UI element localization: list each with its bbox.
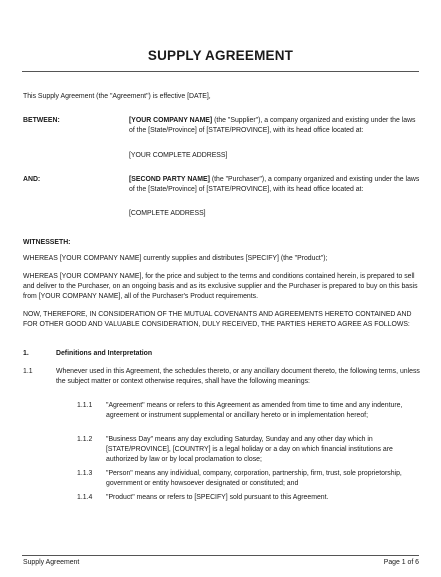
document-title: SUPPLY AGREEMENT: [147, 48, 294, 63]
footer-document-name: Supply Agreement: [23, 559, 80, 566]
supplier-description: (the "Supplier"), a company organized and existing under the laws of the [State/Province] of [STATE/PROVINCE], with its head office located at:: [129, 117, 416, 135]
purchaser-name: [SECOND PARTY NAME]: [129, 176, 210, 183]
clause-1-1-2-text: "Business Day" means any day excluding Saturday, Sunday and any other day which in [STATE/PROVINCE], [COUNTRY] is a legal holiday or a day on which financial institutions are authorized by law or by local proclamation to close;: [106, 436, 393, 464]
title-divider: [22, 71, 419, 72]
clause-1-1-3-text: "Person" means any individual, company, corporation, partnership, firm, trust, sole proprietorship, government or entity howsoever designated or constituted; and: [106, 470, 402, 488]
supplier-name: [YOUR COMPANY NAME]: [129, 117, 213, 124]
clause-1-1-3-number: 1.1.3: [77, 470, 93, 477]
clause-1-1-1-text: "Agreement" means or refers to this Agreement as amended from time to time and any indenture, agreement or instrument supplemental or ancillary hereto or in implementation hereof;: [106, 402, 403, 420]
section-1-heading: Definitions and Interpretation: [56, 350, 153, 357]
purchaser-description: (the "Purchaser"), a company organized and existing under the laws of the [State/Province] of [STATE/PROVINCE], with its head office located at:: [129, 176, 420, 194]
footer-divider: [22, 555, 419, 556]
now-therefore-paragraph: NOW, THEREFORE, IN CONSIDERATION OF THE MUTUAL COVENANTS AND AGREEMENTS HERETO CONTAINED AND FOR OTHER GOOD AND VALUABLE CONSIDERATION, DULY RECEIVED, THE PARTIES HERETO AGREE AS FOLLOWS:: [23, 311, 412, 329]
witnesseth-heading: WITNESSETH:: [23, 239, 71, 246]
supplier-address: [YOUR COMPLETE ADDRESS]: [129, 152, 228, 159]
section-1-number: 1.: [23, 350, 29, 357]
intro-paragraph: This Supply Agreement (the "Agreement") is effective [DATE],: [23, 93, 211, 100]
clause-1-1-4-text: "Product" means or refers to [SPECIFY] sold pursuant to this Agreement.: [106, 494, 329, 501]
supplier-paragraph: [129, 116, 420, 136]
and-label: AND:: [23, 176, 41, 183]
between-label: BETWEEN:: [23, 117, 60, 124]
clause-1-1-1-number: 1.1.1: [77, 402, 93, 409]
purchaser-address: [COMPLETE ADDRESS]: [129, 210, 206, 217]
purchaser-paragraph: [129, 175, 420, 195]
whereas-paragraph-1: WHEREAS [YOUR COMPANY NAME] currently supplies and distributes [SPECIFY] (the "Product");: [23, 255, 328, 262]
clause-1-1-2-number: 1.1.2: [77, 436, 93, 443]
clause-1-1-4-number: 1.1.4: [77, 494, 93, 501]
clause-1-1-text: Whenever used in this Agreement, the schedules thereto, or any ancillary document thereto, the following terms, unless the subject matter or context otherwise requires, shall have the following meanings:: [56, 368, 420, 386]
whereas-paragraph-2: WHEREAS [YOUR COMPANY NAME], for the price and subject to the terms and conditions contained herein, is prepared to sell and deliver to the Purchaser, on an ongoing basis and as its exclusive supplier and the Purchaser is prepared to buy on this basis from [YOUR COMPANY NAME], all of the Purchaser's Product requirements.: [23, 273, 418, 301]
clause-1-1-number: 1.1: [23, 368, 33, 375]
footer-page-number: Page 1 of 6: [383, 559, 419, 566]
